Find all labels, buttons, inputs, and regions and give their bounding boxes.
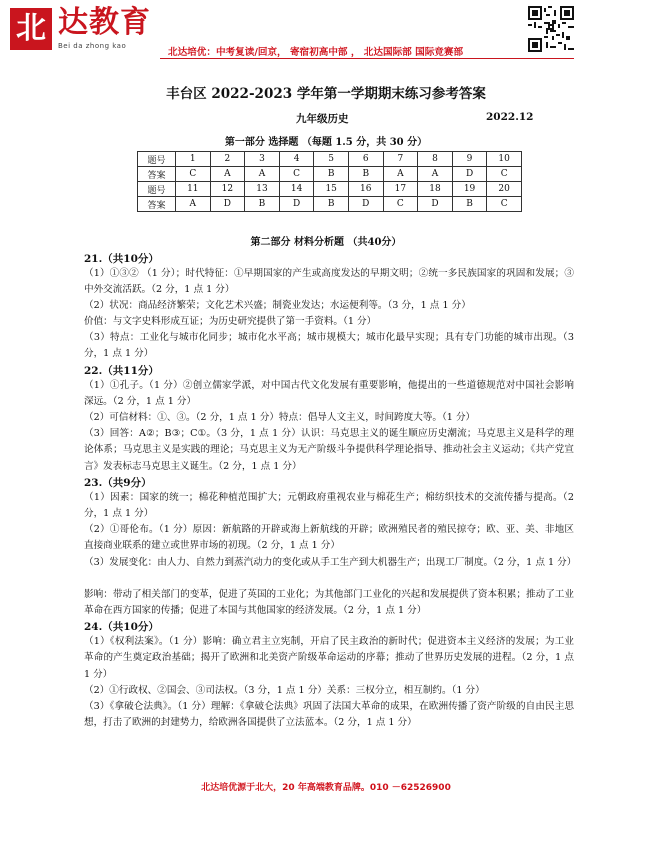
table-cell: B — [452, 197, 487, 212]
logo-text: 达教育 — [58, 5, 151, 40]
table-cell: D — [210, 197, 245, 212]
table-cell: B — [314, 197, 349, 212]
q24-answer-3: （3）《拿破仑法典》。（1 分）理解：《拿破仑法典》巩固了法国大革命的成果，在欧洲传播了资产阶级的自由民主思想，打击了欧洲的封建势力，给欧洲各国提供了立法蓝本。（2 分，1 点 1 分） — [84, 701, 574, 729]
table-cell: B — [245, 197, 280, 212]
table-cell: 1 — [176, 152, 211, 167]
page-footer: 北达培优源于北大，20 年高端教育品牌。010 －62526900 — [201, 783, 451, 793]
table-cell: D — [279, 197, 314, 212]
table-cell: 10 — [487, 152, 522, 167]
row-label-question: 题号 — [138, 182, 176, 197]
table-cell: A — [418, 167, 453, 182]
table-row-answers-1 — [138, 167, 522, 182]
table-cell: D — [418, 197, 453, 212]
table-cell: C — [487, 197, 522, 212]
table-cell: C — [176, 167, 211, 182]
table-cell: D — [348, 197, 383, 212]
q23-impact: 影响：带动了相关部门的变革，促进了英国的工业化；为其他部门工业化的兴起和发展提供了资本积累；推动了工业革命在西方国家的传播；促进了本国与其他国家的经济发展。（2 分，1 点 1 分） — [84, 589, 574, 617]
q24-answer-1: （1）《权利法案》。（1 分）影响：确立君主立宪制，开启了民主政治的新时代；促进资本主义经济的发展；为工业革命的产生奠定政治基础；揭开了欧洲和北美资产阶级革命运动的序幕；推动了世界历史发展的进程。（2 分，1 点 1 分） — [84, 636, 574, 680]
table-cell: 19 — [452, 182, 487, 197]
table-cell: D — [452, 167, 487, 182]
question-24-heading: 24.（共10分） — [84, 621, 159, 633]
q22-answer-3: （3）回答：A②；B③；C①。（3 分，1 点 1 分）认识：马克思主义的诞生顺应历史潮流；马克思主义是科学的理论体系；马克思主义是实践的理论；马克思主义为无产阶级斗争提供科学理论指导、推动社会主义运动；《共产党宣言》发表标志马克思主义诞生。（2 分，1 点 1 分） — [84, 428, 574, 472]
table-cell: 4 — [279, 152, 314, 167]
row-label-answer: 答案 — [138, 167, 176, 182]
table-cell: A — [176, 197, 211, 212]
table-cell: 16 — [348, 182, 383, 197]
grade-subject: 九年级历史 — [296, 113, 349, 125]
page-title: 丰台区 2022-2023 学年第一学期期末练习参考答案 — [166, 86, 486, 102]
row-label-question: 题号 — [138, 152, 176, 167]
table-cell: C — [383, 197, 418, 212]
table-cell: 2 — [210, 152, 245, 167]
table-cell: 3 — [245, 152, 280, 167]
header-divider — [160, 58, 574, 59]
part1-heading: 第一部分 选择题 （每题 1.5 分，共 30 分） — [224, 137, 428, 148]
table-cell: C — [487, 167, 522, 182]
row-label-answer: 答案 — [138, 197, 176, 212]
q21-answer-1: （1）①③② （1 分）；时代特征：①早期国家的产生或高度发达的早期文明；②统一多民族国家的巩固和发展；③中外交流活跃。（2 分，1 点 1 分） — [84, 268, 574, 296]
table-cell: C — [279, 167, 314, 182]
table-row-answers-2 — [138, 197, 522, 212]
qr-code-icon — [528, 6, 574, 52]
q21-answer-3: （3）特点：工业化与城市化同步；城市化水平高；城市规模大；城市化最早实现；具有专门功能的城市出现。（3 分，1 点 1 分） — [84, 332, 574, 360]
q23-answer-1: （1）因素：国家的统一；棉花种植范围扩大；元朝政府重视农业与棉花生产；棉纺织技术的交流传播与提高。（2 分，1 点 1 分） — [84, 492, 574, 520]
table-cell: 17 — [383, 182, 418, 197]
table-cell: B — [348, 167, 383, 182]
table-cell: A — [210, 167, 245, 182]
q22-answer-1: （1）①孔子。（1 分）②创立儒家学派，对中国古代文化发展有重要影响，他提出的一些道德规范对中国社会影响深远。（2 分，1 点 1 分） — [84, 380, 574, 408]
part2-heading: 第二部分 材料分析题 （共40分） — [250, 237, 402, 248]
table-cell: 6 — [348, 152, 383, 167]
table-cell: 8 — [418, 152, 453, 167]
q21-answer-2: （2）状况：商品经济繁荣；文化艺术兴盛；制瓷业发达；水运便利等。（3 分，1 点 1 分） — [84, 300, 471, 311]
page-header — [0, 0, 652, 60]
table-cell: A — [245, 167, 280, 182]
table-cell: 15 — [314, 182, 349, 197]
q23-answer-2: （2）①哥伦布。（1 分）原因：新航路的开辟或海上新航线的开辟；欧洲殖民者的殖民掠夺；欧、亚、美、非地区直接商业联系的建立或世界市场的初现。（2 分，1 点 1 分） — [84, 524, 574, 552]
question-22-heading: 22.（共11分） — [84, 365, 159, 377]
table-cell: A — [383, 167, 418, 182]
q23-answer-3: （3）发展变化：由人力、自然力到蒸汽动力的变化或从手工生产到大机器生产；出现工厂制度。（2 分，1 点 1 分） — [84, 557, 577, 568]
table-row-numbers-2 — [138, 182, 522, 197]
q24-answer-2: （2）①行政权、②国会、③司法权。（3 分，1 点 1 分）关系：三权分立，相互制约。（1 分） — [84, 685, 485, 696]
header-slogan: 北达培优：中考复读/回京， 寄宿初高中部 ， 北达国际部 国际竞赛部 — [168, 47, 464, 58]
table-cell: 13 — [245, 182, 280, 197]
table-cell: 14 — [279, 182, 314, 197]
table-cell: 7 — [383, 152, 418, 167]
table-cell: 20 — [487, 182, 522, 197]
logo-mark: 北 — [10, 8, 52, 50]
logo-subtext: Bei da zhong kao — [58, 42, 127, 50]
question-21-heading: 21.（共10分） — [84, 253, 159, 265]
table-cell: B — [314, 167, 349, 182]
table-cell: 18 — [418, 182, 453, 197]
table-cell: 12 — [210, 182, 245, 197]
q21-value: 价值：与文字史料形成互证；为历史研究提供了第一手资料。（1 分） — [84, 316, 377, 327]
answer-table — [137, 151, 522, 212]
q22-answer-2: （2）可信材料：①、③。（2 分，1 点 1 分）特点：倡导人文主义，时间跨度大等。（1 分） — [84, 412, 476, 423]
table-cell: 5 — [314, 152, 349, 167]
table-row-numbers-1 — [138, 152, 522, 167]
question-23-heading: 23.（共9分） — [84, 477, 152, 489]
table-cell: 11 — [176, 182, 211, 197]
exam-date: 2022.12 — [486, 111, 534, 123]
table-cell: 9 — [452, 152, 487, 167]
